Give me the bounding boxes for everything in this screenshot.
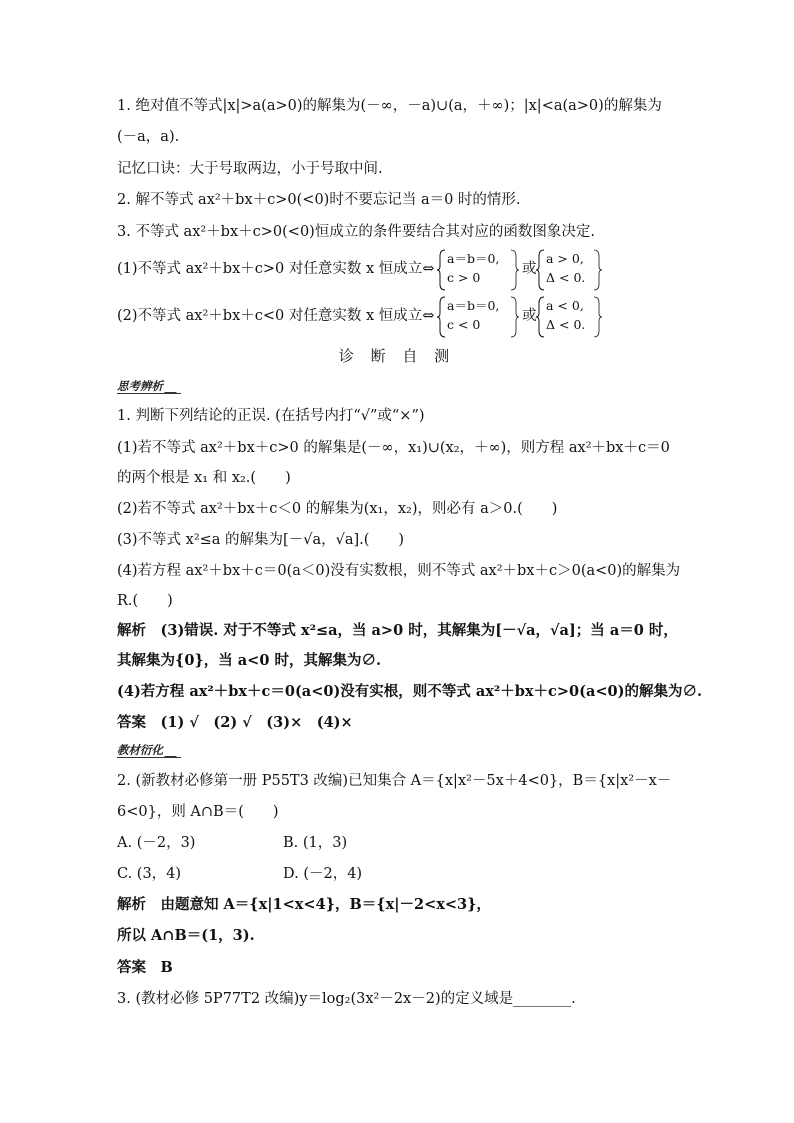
condition-2-or: 或 — [522, 308, 537, 324]
question-1-statement-2: (2)若不等式 ax²＋bx＋c＜0 的解集为(x₁，x₂)，则必有 a＞0.( ) — [117, 501, 558, 517]
condition-1-case-a-row-1: a＝b＝0, — [447, 251, 500, 266]
question-3-stem: 3. (教材必修 5P77T2 改编)y＝log₂(3x²－2x－2)的定义域是________. — [117, 991, 576, 1007]
condition-1-or: 或 — [522, 261, 537, 277]
condition-2-prefix: (2)不等式 ax²＋bx＋c<0 对任意实数 x 恒成立⇔ — [117, 308, 435, 324]
question-1-statement-3: (3)不等式 x²≤a 的解集为[－√a，√a].( ) — [117, 532, 405, 548]
condition-1-prefix: (1)不等式 ax²＋bx＋c>0 对任意实数 x 恒成立⇔ — [117, 261, 435, 277]
question-1-analysis-line-2: 其解集为{0}，当 a<0 时，其解集为∅. — [117, 652, 382, 669]
question-2-option-b[interactable]: B. (1，3) — [283, 835, 348, 851]
question-2-option-a[interactable]: A. (－2，3) — [117, 835, 196, 851]
condition-1-case-b — [536, 248, 602, 292]
question-1-stem: 1. 判断下列结论的正误. (在括号内打“√”或“×”) — [117, 408, 425, 424]
condition-1-case-b-row-2: Δ < 0. — [546, 270, 586, 285]
condition-1-case-a-row-2: c > 0 — [447, 270, 481, 285]
question-2-stem-line-1: 2. (新教材必修第一册 P55T3 改编)已知集合 A＝{x|x²－5x＋4<0}，B＝{x|x²－x－ — [117, 773, 672, 789]
condition-1-case-a — [437, 248, 519, 292]
condition-2-case-b-row-2: Δ < 0. — [546, 317, 586, 332]
condition-2-case-a — [437, 295, 519, 339]
section-title: 诊 断 自 测 — [338, 347, 456, 365]
question-2-answer: 答案 B — [117, 959, 173, 976]
think-analysis-tag: 思考辨析 — [117, 377, 181, 395]
question-2-option-d[interactable]: D. (－2，4) — [283, 866, 363, 882]
question-1-statement-1-line-1: (1)若不等式 ax²＋bx＋c>0 的解集是(－∞，x₁)∪(x₂，＋∞)，则方程 ax²＋bx＋c＝0 — [117, 440, 670, 456]
condition-2-case-a-row-1: a＝b＝0, — [447, 298, 500, 313]
question-1-statement-1-line-2: 的两个根是 x₁ 和 x₂.( ) — [117, 470, 291, 486]
note-3: 3. 不等式 ax²＋bx＋c>0(<0)恒成立的条件要结合其对应的函数图象决定. — [117, 224, 595, 240]
note-2: 2. 解不等式 ax²＋bx＋c>0(<0)时不要忘记当 a＝0 时的情形. — [117, 192, 521, 208]
condition-2-case-b-row-1: a < 0, — [546, 298, 584, 313]
question-2-option-c[interactable]: C. (3，4) — [117, 866, 182, 882]
condition-1-case-b-row-1: a > 0, — [546, 251, 584, 266]
condition-2-case-b — [536, 295, 602, 339]
note-1-line-2: (－a，a). — [117, 129, 180, 145]
condition-2-case-a-row-2: c < 0 — [447, 317, 481, 332]
question-1-statement-4-line-1: (4)若方程 ax²＋bx＋c＝0(a＜0)没有实数根，则不等式 ax²＋bx＋c＞0(a<0)的解集为 — [117, 563, 681, 579]
question-1-answer: 答案 (1) √ (2) √ (3)× (4)× — [117, 714, 353, 731]
textbook-derivation-tag: 教材衍化 — [117, 741, 181, 759]
question-2-analysis-line-1: 解析 由题意知 A＝{x|1<x<4}，B＝{x|－2<x<3}， — [117, 896, 491, 913]
mnemonic-text: 记忆口诀：大于号取两边，小于号取中间. — [117, 161, 383, 177]
question-1-statement-4-line-2: R.( ) — [117, 593, 173, 609]
question-1-analysis-line-1: 解析 (3)错误. 对于不等式 x²≤a，当 a>0 时，其解集为[－√a，√a]；当 a＝0 时， — [117, 622, 678, 639]
question-2-analysis-line-2: 所以 A∩B＝(1，3). — [117, 927, 255, 944]
note-1-line-1: 1. 绝对值不等式|x|>a(a>0)的解集为(－∞，－a)∪(a，＋∞)；|x|<a(a>0)的解集为 — [117, 98, 662, 114]
question-1-analysis-line-3: (4)若方程 ax²＋bx＋c＝0(a<0)没有实根，则不等式 ax²＋bx＋c>0(a<0)的解集为∅. — [117, 683, 702, 700]
question-2-stem-line-2: 6<0}，则 A∩B＝( ) — [117, 804, 279, 820]
